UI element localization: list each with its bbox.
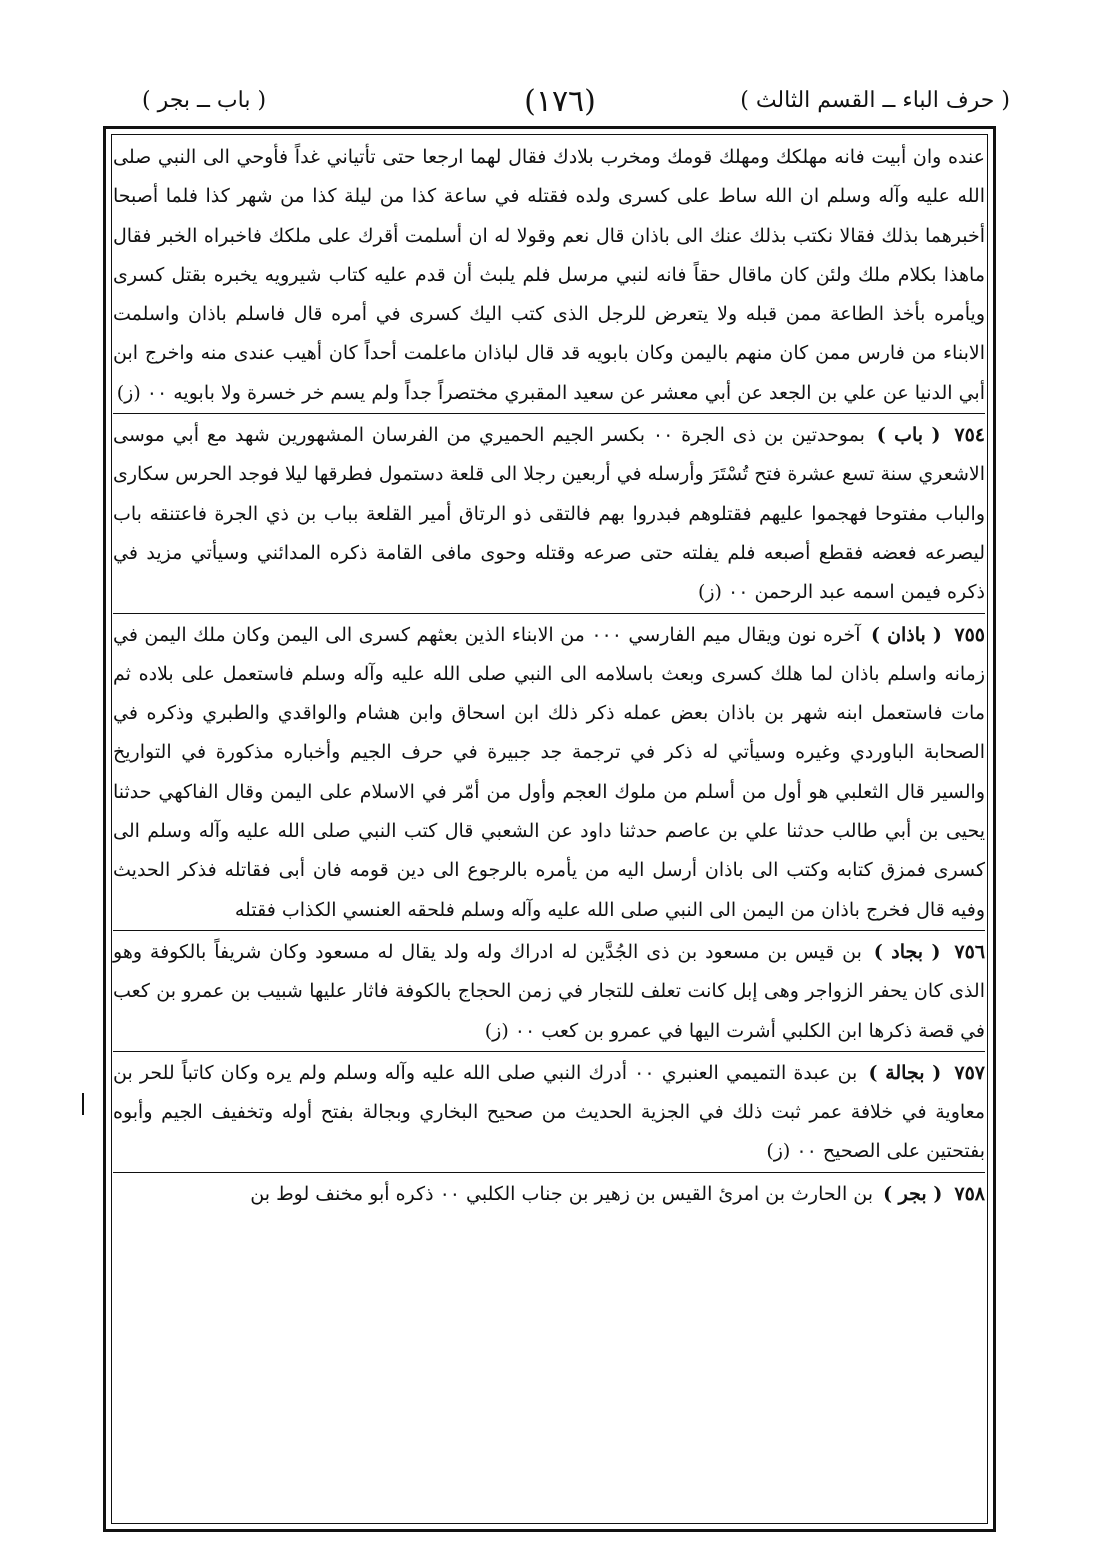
entry-text: آخره نون ويقال ميم الفارسي ٠٠٠ من الابناء الذين بعثهم كسرى الى اليمن وكان ملك اليمن في زمانه واسلم باذان لما هلك كسرى وبعث باسلامه الى النبي صلى الله عليه وآله وسلم فاستعمل على بلاده ثم مات فاستعمل ابنه شهر بن باذان بعض عمله ذكر ذلك ابن اسحاق وابن هشام والواقدي والطبري وذكره في الصحابة الباوردي وغيره وسيأتي له ذكر في ترجمة جد جبيرة في حرف الجيم وأخباره مذكورة في التواريخ والسير قال الثعلبي هو أول من أسلم من ملوك العجم وأول من أمّر في الاسلام على اليمن وقال الفاكهي حدثنا يحيى بن أبي طالب حدثنا علي بن عاصم حدثنا داود عن الشعبي قال كتب النبي صلى الله عليه وآله وسلم الى كسرى فمزق كتابه وكتب الى باذان أرسل اليه من يأمره بالرجوع الى دين قومه فان أبى فقاتله فذكر الحديث وفيه قال فخرج باذان من اليمن الى النبي صلى الله عليه وآله وسلم فلحقه العنسي الكذاب فقتله bbox=[113, 623, 985, 921]
entry-name: ( باب ) bbox=[876, 424, 941, 447]
entry-text: بموحدتين بن ذى الجرة ٠٠ بكسر الجيم الحميري من الفرسان المشهورين شهد مع أبي موسى الاشعري سنة تسع عشرة فتح تُسْتَرَ وأرسله في أربعين رجلا الى قلعة دستمول فطرقها ليلا فوجد الحرس سكارى والباب مفتوحا فهجموا عليهم فقتلوهم فبدروا بهم فالتقى ذو الرتاق أمير القلعة بباب بن ذي الجرة فاعتنقه باب ليصرعه فعضه فقطع أصبعه فلم يفلته حتى صرعه وقتله وحوى مافى القامة ذكره المدائني وسيأتي مزيد في ذكره فيمن اسمه عبد الرحمن ٠٠ (ز) bbox=[113, 424, 985, 604]
entry-number: ٧٥٨ bbox=[954, 1182, 985, 1205]
header-section-title: ( حرف الباء ــ القسم الثالث ) bbox=[740, 88, 1010, 113]
entry-number: ٧٥٤ bbox=[954, 424, 985, 447]
entry-number: ٧٥٦ bbox=[954, 940, 986, 963]
entry-756 bbox=[113, 930, 985, 1051]
entry-continuation bbox=[113, 138, 985, 413]
entry-number: ٧٥٧ bbox=[954, 1061, 986, 1084]
entry-name: ( بجر ) bbox=[883, 1182, 943, 1205]
main-text bbox=[113, 138, 985, 1214]
page-number: (١٧٦) bbox=[524, 84, 596, 119]
page-header bbox=[110, 84, 1010, 122]
entry-text: بن الحارث بن امرئ القيس بن زهير بن جناب الكلبي ٠٠ ذكره أبو مخنف لوط بن bbox=[250, 1182, 874, 1205]
entry-text: عنده وان أبيت فانه مهلكك ومهلك قومك ومخرب بلادك فقال لهما ارجعا حتى تأتياني غداً فأوحي الى النبي صلى الله عليه وآله وسلم ان الله ساط على كسرى ولده فقتله في ساعة كذا من ليلة كذا من شهر كذا فلما أصبحا أخبرهما بذلك فقالا نكتب بذلك عنك الى باذان قال نعم وقولا له ان أسلمت أقرك على ملكك فاخبراه الخبر فقال ماهذا بكلام ملك ولئن كان ماقال حقاً فانه لنبي مرسل فلم يلبث أن قدم عليه كتاب شيرويه يخبره بقتل كسرى ويأمره بأخذ الطاعة ممن قبله ولا يتعرض للرجل الذى كتب اليك كسرى في أمره قال فاسلم باذان واسلمت الابناء من فارس ممن كان منهم باليمن وكان بابويه قد قال لباذان ماعلمت أحداً كان أهيب عندى منه واخرج ابن أبي الدنيا عن علي بن الجعد عن أبي معشر عن سعيد المقبري مختصراً جداً ولم يسم خر خسرة ولا بابويه ٠٠ (ز) bbox=[113, 146, 985, 404]
margin-mark bbox=[82, 1093, 94, 1115]
entry-number: ٧٥٥ bbox=[954, 623, 985, 646]
entry-754 bbox=[113, 413, 985, 612]
entry-text: بن قيس بن مسعود بن ذى الجُدَّين له ادراك وله ولد يقال له مسعود وكان شريفاً بالكوفة وهو الذى كان يحفر الزواجر وهى إبل كانت تعلف للتجار في زمن الحجاج بالكوفة فاثار عليها شبيب بن عمرو بن كعب في قصة ذكرها ابن الكلبي أشرت اليها في عمرو بن كعب ٠٠ (ز) bbox=[113, 940, 985, 1042]
entry-name: ( بجالة ) bbox=[868, 1061, 942, 1084]
entry-757 bbox=[113, 1051, 985, 1172]
header-entry-range: ( باب ــ بجر ) bbox=[142, 88, 267, 113]
entry-name: ( باذان ) bbox=[871, 623, 942, 646]
entry-text: بن عبدة التميمي العنبري ٠٠ أدرك النبي صلى الله عليه وآله وسلم ولم يره وكان كاتباً للحر بن معاوية في خلافة عمر ثبت ذلك في الجزية الحديث من صحيح البخاري وبجالة بفتح أوله وتخفيف الجيم وأبوه بفتحتين على الصحيح ٠٠ (ز) bbox=[113, 1061, 985, 1163]
entry-758 bbox=[113, 1172, 985, 1214]
entry-name: ( بجاد ) bbox=[873, 940, 941, 963]
entry-755 bbox=[113, 613, 985, 930]
